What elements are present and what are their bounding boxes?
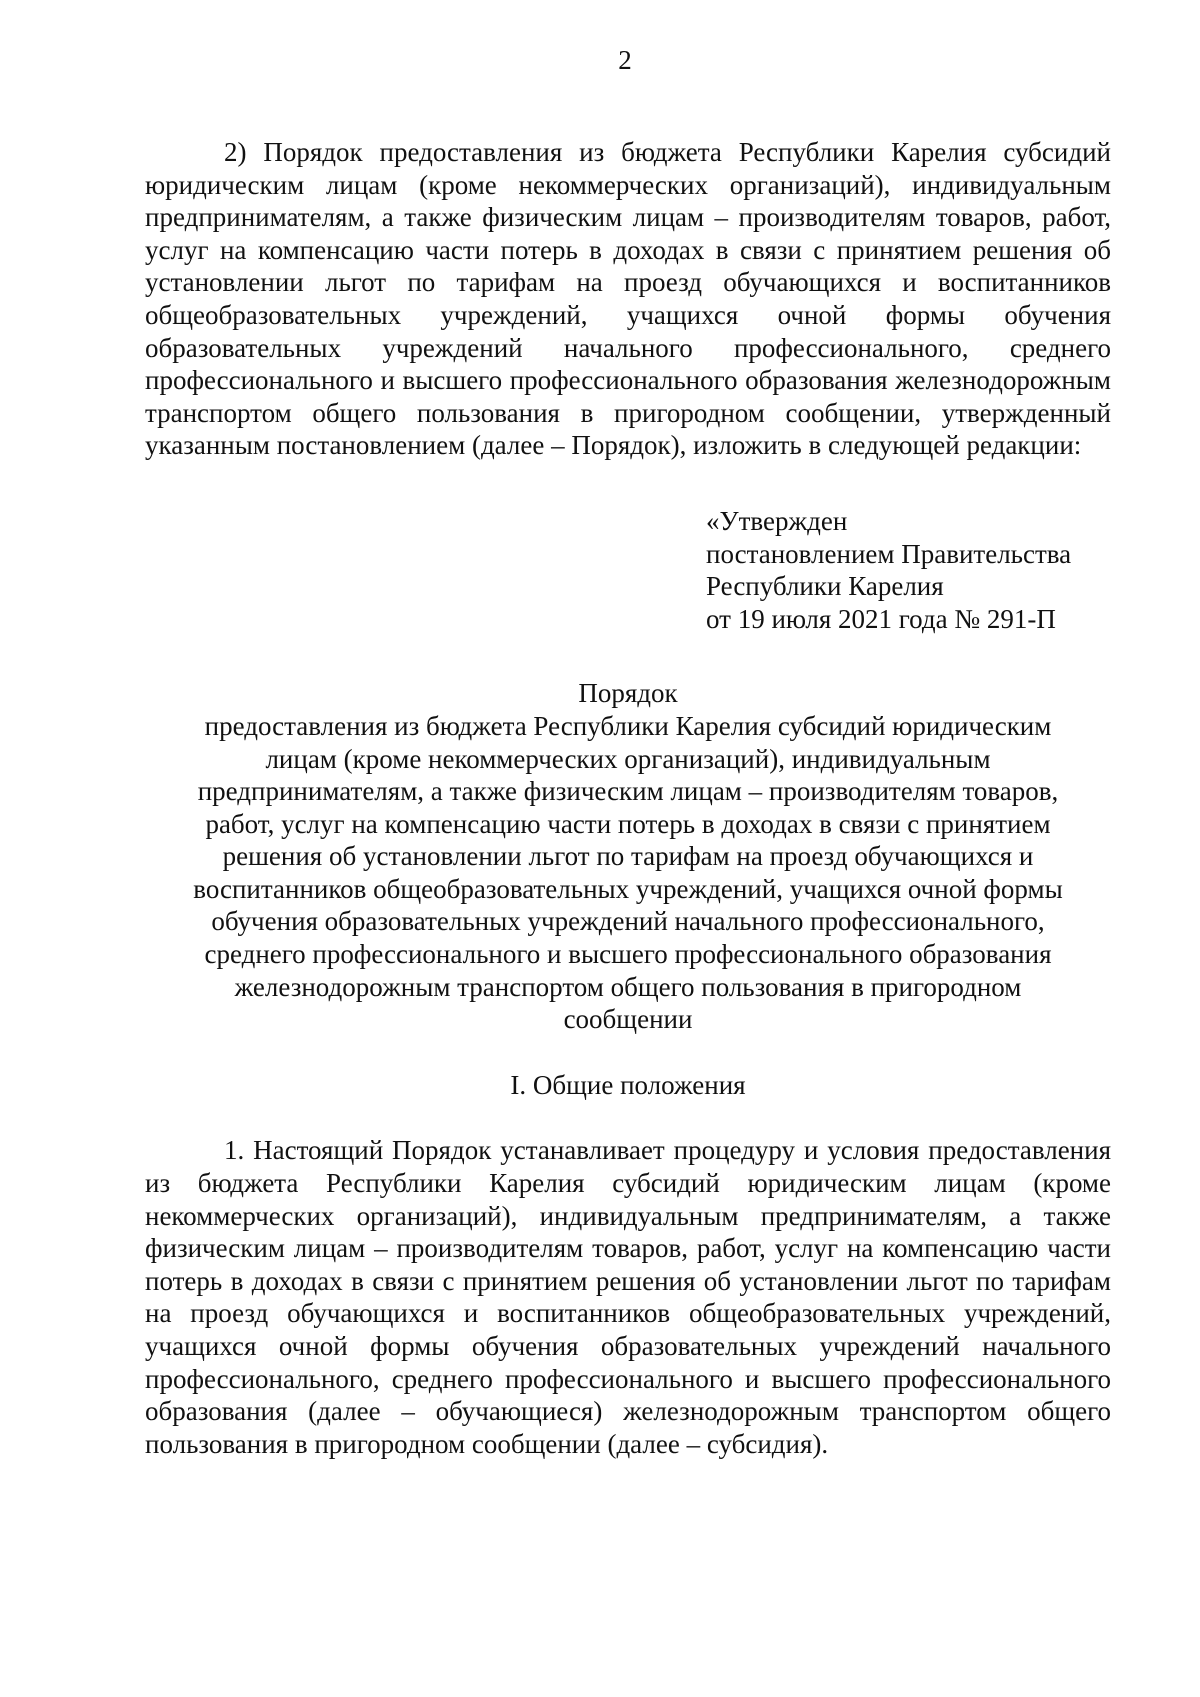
amendment-paragraph: 2) Порядок предоставления из бюджета Республики Карелия субсидий юридическим лицам (кроме некоммерческих организаций), индивидуальным предпринимателям, а также физическим лицам – производителям товаров, работ, услуг на компенсацию части потерь в доходах в связи с принятием решения об установлении льгот по тарифам на проезд обучающихся и воспитанников общеобразовательных учреждений, учащихся очной формы обучения образовательных учреждений начального профессионального, среднего профессионального и высшего профессионального образования железнодорожным транспортом общего пользования в пригородном сообщении, утвержденный указанным постановлением (далее – Порядок), изложить в следующей редакции: <box>145 137 1111 461</box>
order-title-text: предоставления из бюджета Республики Карелия субсидий юридическим лицам (кроме некоммерческих организаций), индивидуальным предпринимателям, а также физическим лицам – производителям товаров, работ, услуг на компенсацию части потерь в доходах в связи с принятием решения об установлении льгот по тарифам на проезд обучающихся и воспитанников общеобразовательных учреждений, учащихся очной формы обучения образовательных учреждений начального профессионального, среднего профессионального и высшего профессионального образования железнодорожным транспортом общего пользования в пригородном сообщении <box>193 710 1063 1035</box>
approval-line-1: «Утвержден <box>706 505 848 536</box>
approval-line-2: постановлением Правительства <box>706 538 1072 569</box>
approval-stamp-block <box>706 505 1126 635</box>
approval-line-3: Республики Карелия <box>706 571 944 602</box>
document-body <box>145 136 1111 1460</box>
page-number: 2 <box>618 45 632 75</box>
approval-line-4: от 19 июля 2021 года № 291-П <box>706 603 1056 634</box>
section-paragraph-1: 1. Настоящий Порядок устанавливает процедуру и условия предоставления из бюджета Республики Карелия субсидий юридическим лицам (кроме некоммерческих организаций), индивидуальным предпринимателям, а также физическим лицам – производителям товаров, работ, услуг на компенсацию части потерь в доходах в связи с принятием решения об установлении льгот по тарифам на проезд обучающихся и воспитанников общеобразовательных учреждений, учащихся очной формы обучения образовательных учреждений начального профессионального, среднего профессионального и высшего профессионального образования (далее – обучающиеся) железнодорожным транспортом общего пользования в пригородном сообщении (далее – субсидия). <box>145 1135 1111 1459</box>
section-heading: I. Общие положения <box>510 1069 746 1100</box>
order-title-name: Порядок <box>578 678 678 709</box>
order-title-block <box>145 677 1111 1036</box>
